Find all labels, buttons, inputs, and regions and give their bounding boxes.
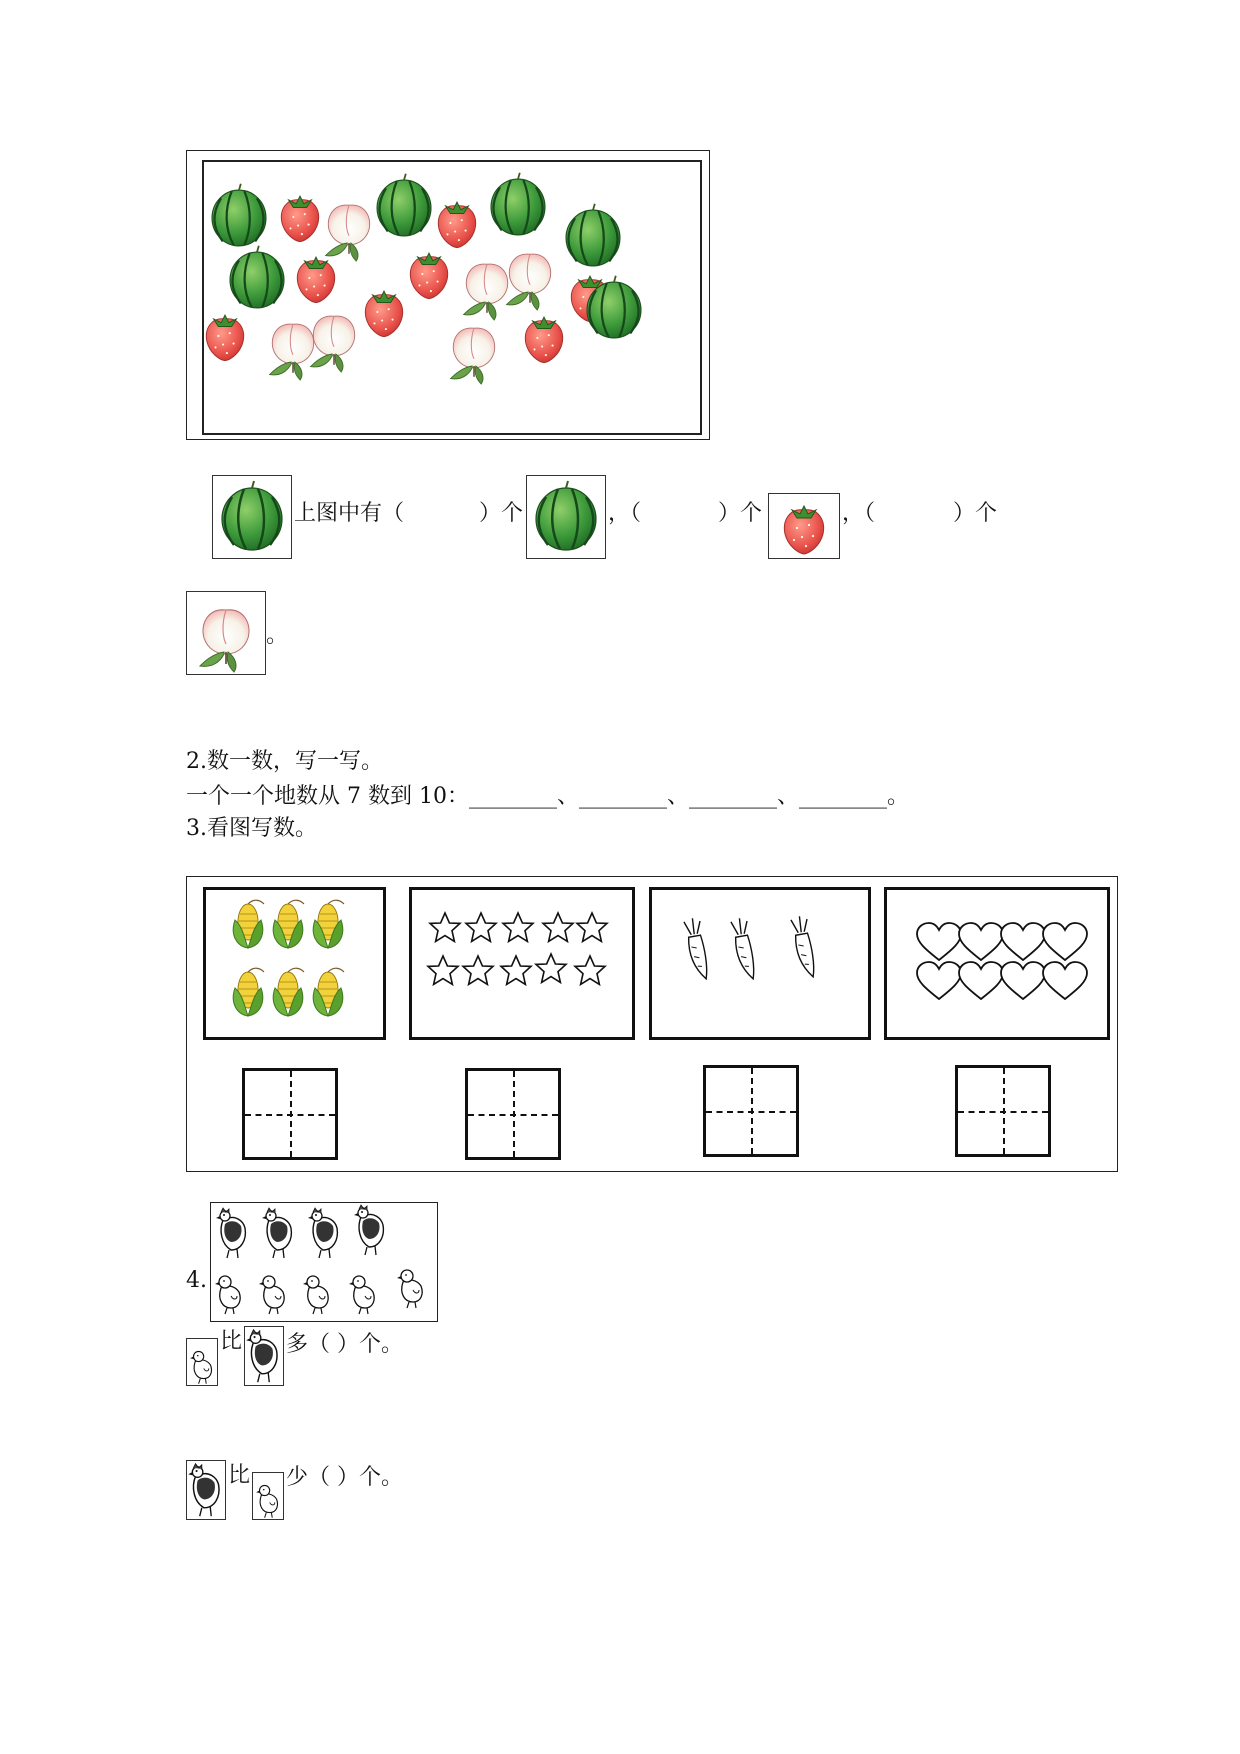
fruit-picture-inner: [202, 160, 702, 435]
star-icon: [501, 956, 531, 984]
watermelon-icon-box: [526, 475, 606, 559]
heart-icon: [917, 923, 961, 960]
star-icon: [503, 913, 533, 941]
carrot-panel: [649, 887, 871, 1040]
star-icon: [575, 956, 605, 984]
q4-line1-bi: 比: [220, 1329, 243, 1354]
hen-chick-group: [211, 1203, 436, 1320]
q2-line[interactable]: 一个一个地数从 7 数到 10：________、________、________、________。: [186, 784, 909, 809]
hen-icon: [262, 1208, 291, 1258]
hen-icon: [216, 1208, 245, 1258]
chick-icon: [259, 1276, 284, 1314]
hen-icon: [246, 1330, 277, 1383]
peach-icon: [326, 205, 370, 261]
hen-icon: [354, 1205, 383, 1255]
star-icon: [466, 913, 496, 941]
answer-grid-star[interactable]: [465, 1068, 561, 1160]
star-panel: [409, 887, 635, 1040]
carrot-icon: [791, 915, 817, 979]
corn-icon: [273, 900, 304, 948]
q4-number: 4.: [186, 1268, 207, 1293]
carrot-icon: [731, 917, 757, 981]
watermelon-icon: [491, 173, 545, 235]
corn-icon: [313, 900, 344, 948]
chick-icon: [256, 1485, 277, 1517]
heart-icon: [1043, 962, 1087, 999]
heart-icon: [1001, 962, 1045, 999]
star-icon: [577, 913, 607, 941]
q4-line1-rest[interactable]: 多（ ）个。: [286, 1332, 403, 1357]
corn-group: [206, 890, 383, 1037]
peach-icon: [200, 610, 249, 672]
watermelon-icon: [230, 246, 284, 308]
heart-icon: [959, 923, 1003, 960]
fruit-picture-frame: [186, 150, 710, 440]
hen-icon: [188, 1464, 219, 1517]
corn-icon: [233, 900, 264, 948]
strawberry-icon: [410, 253, 447, 299]
q4-line2-rest[interactable]: 少（ ）个。: [286, 1465, 403, 1490]
star-icon: [536, 954, 566, 982]
q1-text-3: ，（: [608, 501, 642, 526]
star-icon: [428, 956, 458, 984]
peach-icon: [311, 316, 355, 372]
strawberry-icon: [438, 202, 475, 248]
star-icon: [463, 956, 493, 984]
q1-text-4: ）个: [718, 501, 763, 526]
heart-group: [887, 890, 1107, 1037]
watermelon-icon: [566, 204, 620, 266]
strawberry-icon: [365, 291, 402, 337]
q1-blank-3[interactable]: [895, 499, 955, 529]
q1-blank-1[interactable]: [402, 499, 472, 529]
chick-icon: [215, 1276, 240, 1314]
watermelon-legend-icon: [212, 475, 292, 559]
q1-text-end: 。: [266, 623, 289, 648]
answer-grid-heart[interactable]: [955, 1065, 1051, 1157]
chick-icon: [349, 1276, 374, 1314]
strawberry-icon: [784, 506, 823, 554]
watermelon-icon: [536, 481, 596, 550]
heart-panel: [884, 887, 1110, 1040]
corn-icon: [273, 968, 304, 1016]
q1-blank-2[interactable]: [660, 499, 720, 529]
strawberry-icon: [206, 315, 243, 361]
watermelon-icon: [377, 174, 431, 236]
peach-icon: [507, 254, 551, 310]
q2-title: 2.数一数，写一写。: [186, 749, 383, 774]
q3-title: 3.看图写数。: [186, 816, 317, 841]
star-group: [412, 890, 632, 1037]
chick-icon-box-2: [252, 1472, 284, 1520]
corn-panel: [203, 887, 386, 1040]
carrot-group: [652, 890, 868, 1037]
heart-icon: [1001, 923, 1045, 960]
strawberry-icon: [525, 317, 562, 363]
carrot-icon: [684, 917, 710, 981]
hens-chicks-frame: [210, 1202, 438, 1322]
chick-icon: [397, 1270, 422, 1308]
hen-icon: [308, 1208, 337, 1258]
q1-text-5: ，（: [842, 501, 876, 526]
q4-line2-bi: 比: [228, 1463, 251, 1488]
peach-icon: [464, 264, 508, 320]
answer-grid-carrot[interactable]: [703, 1065, 799, 1157]
corn-icon: [233, 968, 264, 1016]
heart-icon: [1043, 923, 1087, 960]
q3-frame: [186, 876, 1118, 1172]
heart-icon: [917, 962, 961, 999]
q1-text-1: 上图中有（: [294, 501, 405, 526]
fruit-group: [204, 162, 700, 433]
q1-text-2: ）个: [479, 501, 524, 526]
strawberry-icon: [297, 257, 334, 303]
corn-icon: [313, 968, 344, 1016]
chick-icon-box-1: [186, 1338, 218, 1386]
peach-icon: [451, 328, 495, 384]
watermelon-icon: [222, 481, 282, 550]
heart-icon: [959, 962, 1003, 999]
chick-icon: [190, 1351, 211, 1383]
hen-icon-box-1: [244, 1326, 284, 1386]
answer-grid-corn[interactable]: [242, 1068, 338, 1160]
q1-text-6: ）个: [953, 501, 998, 526]
peach-icon: [270, 324, 314, 380]
strawberry-icon: [281, 196, 318, 242]
star-icon: [430, 913, 460, 941]
peach-icon-box: [186, 591, 266, 675]
chick-icon: [303, 1276, 328, 1314]
watermelon-icon: [212, 184, 266, 246]
strawberry-icon-box: [768, 493, 840, 559]
star-icon: [543, 913, 573, 941]
hen-icon-box-2: [186, 1460, 226, 1520]
